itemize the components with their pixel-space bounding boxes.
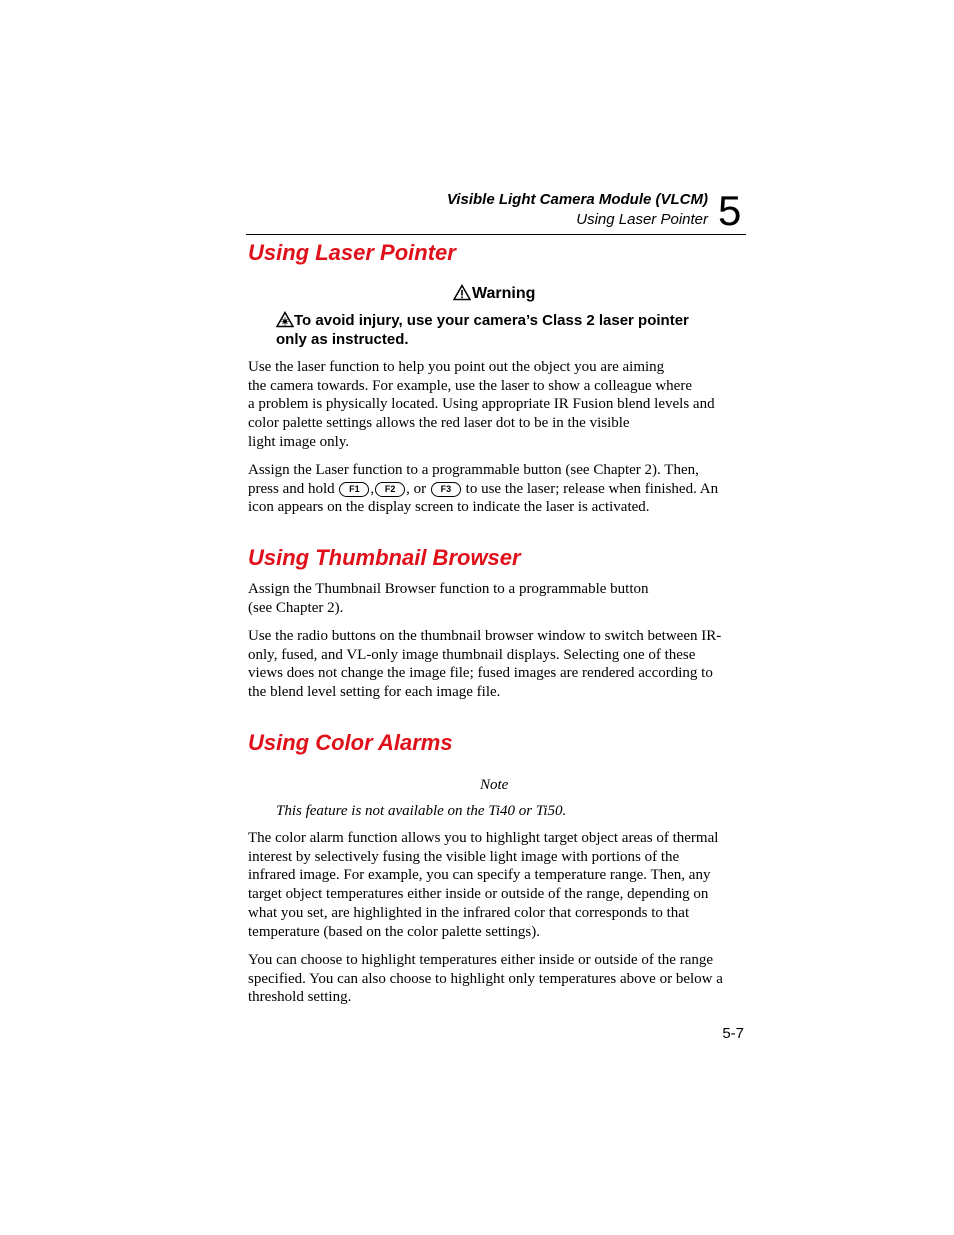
text-line: Use the radio buttons on the thumbnail browser window to switch between IR- [248,628,722,644]
warning-title-label: Warning [472,285,536,302]
text-line: temperature (based on the color palette settings). [248,923,540,940]
text-line: threshold setting. [248,989,352,1006]
thumbnail-paragraph-2 [248,627,748,702]
text-line: light image only. [248,433,350,450]
text-fragment: press and hold [248,480,335,497]
text-line: target object temperatures either inside or outside of the range, depending on [248,886,709,903]
warning-triangle-icon [453,284,471,301]
text-fragment: , [370,480,375,497]
warning-title [453,284,535,304]
text-line: color palette settings allows the red laser dot to be in the visible [248,415,630,432]
text-line: views does not change the image file; fused images are rendered according to [248,665,713,682]
text-line-with-keys [248,480,748,499]
key-f3: F3 [431,482,461,497]
text-line: icon appears on the display screen to indicate the laser is activated. [248,499,650,516]
text-line: Assign the Thumbnail Browser function to a programmable button [248,581,649,597]
text-line: (see Chapter 2). [248,599,344,616]
text-line: a problem is physically located. Using appropriate IR Fusion blend levels and [248,396,715,413]
text-line: Assign the Laser function to a programmable button (see Chapter 2). Then, [248,462,699,478]
warning-line-1: To avoid injury, use your camera’s Class 2 laser pointer [294,312,689,329]
thumbnail-paragraph-1 [248,580,748,617]
key-f2: F2 [375,482,405,497]
running-header-title: Visible Light Camera Module (VLCM) [446,191,708,208]
warning-text [276,311,689,349]
running-header-subtitle: Using Laser Pointer [576,211,708,228]
text-line: the camera towards. For example, use the laser to show a colleague where [248,377,692,394]
text-line: infrared image. For example, you can specify a temperature range. Then, any [248,867,711,884]
text-line: what you set, are highlighted in the infrared color that corresponds to that [248,904,690,921]
alarms-paragraph-1 [248,829,748,941]
section-heading-thumbnail: Using Thumbnail Browser [248,545,521,570]
laser-warning-icon [276,311,294,328]
laser-paragraph-2 [248,461,748,517]
alarms-paragraph-2 [248,951,748,1007]
section-heading-laser: Using Laser Pointer [248,240,456,265]
text-line: Use the laser function to help you point out the object you are aiming [248,359,665,375]
header-rule [246,234,746,235]
note-text: This feature is not available on the Ti40 or Ti50. [276,803,567,819]
section-heading-alarms: Using Color Alarms [248,730,453,755]
text-fragment: , or [406,480,427,497]
page-number: 5-7 [722,1025,744,1042]
key-f1: F1 [339,482,369,497]
text-line: interest by selectively fusing the visible light image with portions of the [248,848,680,865]
text-line: only, fused, and VL-only image thumbnail displays. Selecting one of these [248,646,696,663]
text-line: the blend level setting for each image file. [248,684,501,701]
text-line: You can choose to highlight temperatures either inside or outside of the range [248,952,714,968]
laser-paragraph-1 [248,358,748,452]
note-label: Note [480,777,509,793]
warning-line-2: only as instructed. [276,331,409,348]
text-fragment: to use the laser; release when finished. An [465,480,719,497]
chapter-number: 5 [718,187,742,234]
text-line: The color alarm function allows you to highlight target object areas of thermal [248,830,719,846]
text-line: specified. You can also choose to highlight only temperatures above or below a [248,970,723,987]
